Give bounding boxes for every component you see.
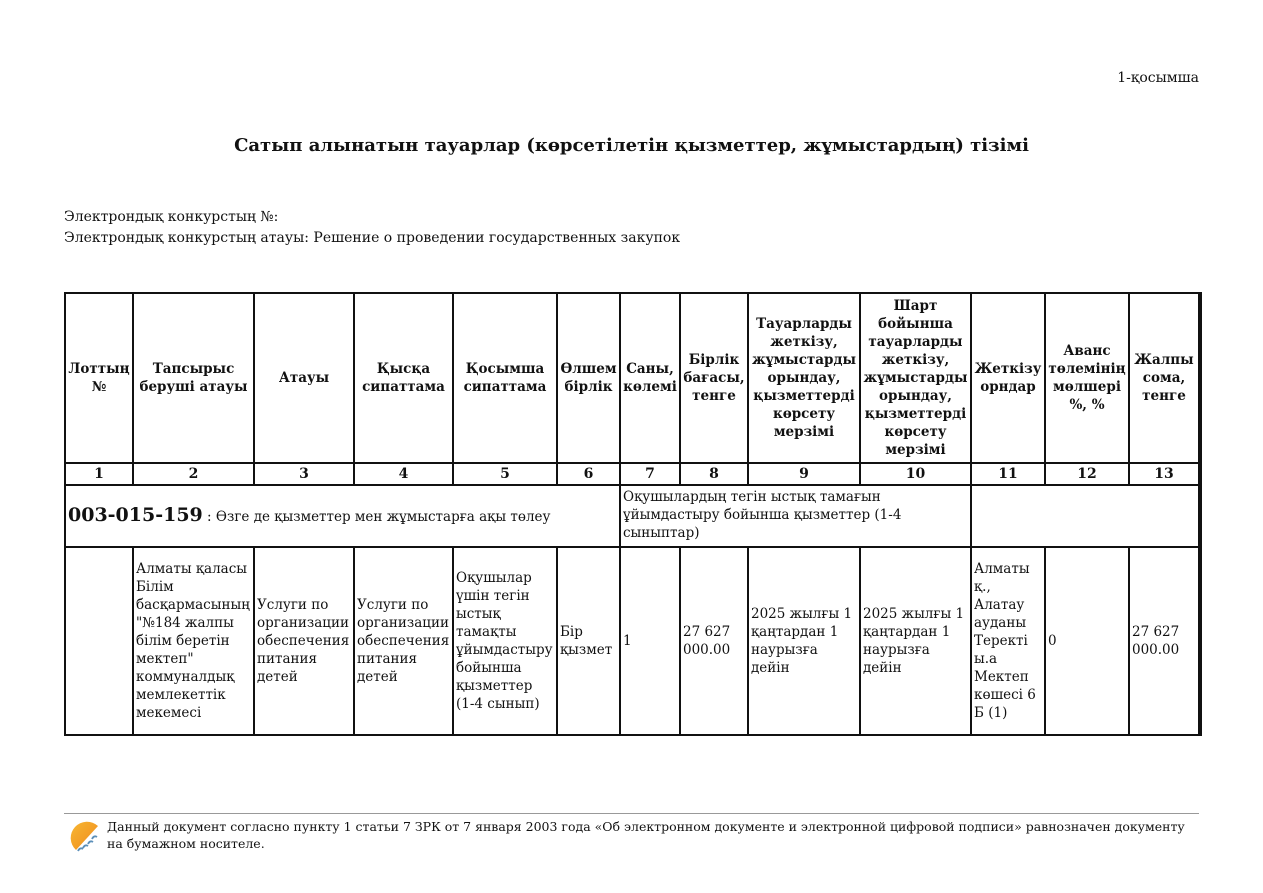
- header-unit-price: Бірлік бағасы, тенге: [680, 293, 748, 463]
- column-number-row: [65, 463, 1200, 485]
- cell-lot-no: [65, 547, 133, 735]
- header-quantity: Саны, көлемі: [620, 293, 680, 463]
- lot-empty-cell: [971, 485, 1200, 547]
- cell-name: Услуги по организации обеспечения питания детей: [254, 547, 354, 735]
- lot-code: 003-015-159: [68, 504, 203, 526]
- lot-category: Өзге де қызметтер мен жұмыстарға ақы төлеу: [215, 509, 551, 525]
- cell-short-desc: Услуги по организации обеспечения питания детей: [354, 547, 453, 735]
- column-number: 5: [453, 463, 557, 485]
- footer: [64, 818, 1199, 854]
- column-number: 3: [254, 463, 354, 485]
- header-customer: Тапсырыс беруші атауы: [133, 293, 254, 463]
- cell-customer: Алматы қаласы Білім басқармасының "№184 жалпы білім беретін мектеп" коммуналдық мемлекеттік мекемесі: [133, 547, 254, 735]
- lot-separator: :: [202, 509, 216, 525]
- header-name: Атауы: [254, 293, 354, 463]
- header-unit: Өлшем бірлік: [557, 293, 620, 463]
- cell-total: 27 627 000.00: [1129, 547, 1200, 735]
- cell-unit: Бір қызмет: [557, 547, 620, 735]
- column-number: 2: [133, 463, 254, 485]
- header-short-desc: Қысқа сипаттама: [354, 293, 453, 463]
- column-number: 11: [971, 463, 1045, 485]
- header-extra-desc: Қосымша сипаттама: [453, 293, 557, 463]
- header-contract-term: Шарт бойынша тауарларды жеткізу, жұмыстарды орындау, қызметтерді көрсету мерзімі: [860, 293, 971, 463]
- contest-meta: [64, 207, 680, 249]
- lot-row: [65, 485, 1200, 547]
- table-row: [65, 547, 1200, 735]
- page-title: Сатып алынатын тауарлар (көрсетілетін қызметтер, жұмыстардың) тізімі: [234, 135, 1029, 156]
- contest-number: Электрондық конкурстың №:: [64, 209, 279, 225]
- items-table: [64, 292, 1202, 736]
- cell-unit-price: 27 627 000.00: [680, 547, 748, 735]
- column-number: 12: [1045, 463, 1129, 485]
- header-row: [65, 293, 1200, 463]
- cell-extra-desc: Оқушылар үшін тегін ыстық тамақты ұйымдастыру бойынша қызметтер (1-4 сынып): [453, 547, 557, 735]
- header-delivery-place: Жеткізу орндар: [971, 293, 1045, 463]
- footer-divider: [64, 813, 1199, 814]
- column-number: 8: [680, 463, 748, 485]
- header-total: Жалпы сома, тенге: [1129, 293, 1200, 463]
- column-number: 9: [748, 463, 860, 485]
- cell-delivery-term: 2025 жылғы 1 қаңтардан 1 наурызға дейін: [748, 547, 860, 735]
- header-delivery-term: Тауарларды жеткізу, жұмыстарды орындау, қызметтерді көрсету мерзімі: [748, 293, 860, 463]
- column-number: 6: [557, 463, 620, 485]
- contest-name: Электрондық конкурстың атауы: Решение о проведении государственных закупок: [64, 230, 681, 246]
- column-number: 10: [860, 463, 971, 485]
- appendix-label: 1-қосымша: [1117, 70, 1199, 86]
- cell-contract-term: 2025 жылғы 1 қаңтардан 1 наурызға дейін: [860, 547, 971, 735]
- header-lot-no: Лоттың №: [65, 293, 133, 463]
- column-number: 13: [1129, 463, 1200, 485]
- column-number: 7: [620, 463, 680, 485]
- column-number: 4: [354, 463, 453, 485]
- lot-heading: [65, 485, 620, 547]
- egov-seal-icon: [64, 818, 102, 854]
- cell-quantity: 1: [620, 547, 680, 735]
- footer-disclaimer: Данный документ согласно пункту 1 статьи 7 ЗРК от 7 января 2003 года «Об электронном документе и электронной цифровой подписи» равнозначен документу на бумажном носителе.: [107, 819, 1185, 851]
- lot-description: Оқушылардың тегін ыстық тамағын ұйымдастыру бойынша қызметтер (1-4 сыныптар): [620, 485, 971, 547]
- cell-advance: 0: [1045, 547, 1129, 735]
- header-advance: Аванс төлемінің мөлшері %, %: [1045, 293, 1129, 463]
- column-number: 1: [65, 463, 133, 485]
- cell-delivery-place: Алматы қ., Алатау ауданы Теректі ы.а Мектеп көшесі 6 Б (1): [971, 547, 1045, 735]
